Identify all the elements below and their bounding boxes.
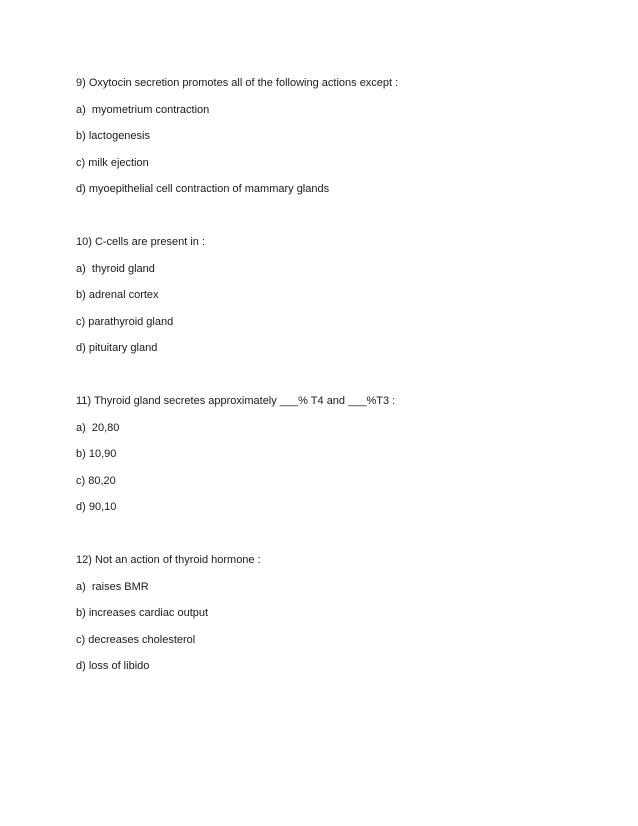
option-d: d) pituitary gland — [76, 342, 158, 355]
option-d: d) loss of libido — [76, 660, 150, 673]
question-10 — [76, 236, 596, 369]
option-c: c) milk ejection — [76, 156, 149, 169]
option-b: b) 10,90 — [76, 448, 117, 461]
question-prompt: 12) Not an action of thyroid hormone : — [76, 554, 261, 566]
option-c: c) 80,20 — [76, 474, 116, 487]
option-a: a) myometrium contraction — [76, 103, 210, 116]
question-12 — [76, 554, 596, 687]
question-prompt: 11) Thyroid gland secretes approximately ___% T4 and ___%T3 : — [76, 395, 396, 407]
option-c: c) decreases cholesterol — [76, 633, 196, 646]
question-prompt: 10) C-cells are present in : — [76, 236, 205, 248]
option-c: c) parathyroid gland — [76, 315, 174, 328]
option-a: a) raises BMR — [76, 580, 149, 593]
option-a: a) thyroid gland — [76, 262, 155, 275]
option-b: b) adrenal cortex — [76, 289, 159, 302]
option-d: d) myoepithelial cell contraction of mammary glands — [76, 183, 330, 196]
option-b: b) increases cardiac output — [76, 607, 209, 620]
question-prompt: 9) Oxytocin secretion promotes all of the following actions except : — [76, 77, 399, 89]
option-b: b) lactogenesis — [76, 130, 150, 143]
question-11 — [76, 395, 596, 528]
question-9 — [76, 77, 596, 210]
option-d: d) 90,10 — [76, 501, 117, 514]
option-a: a) 20,80 — [76, 421, 120, 434]
